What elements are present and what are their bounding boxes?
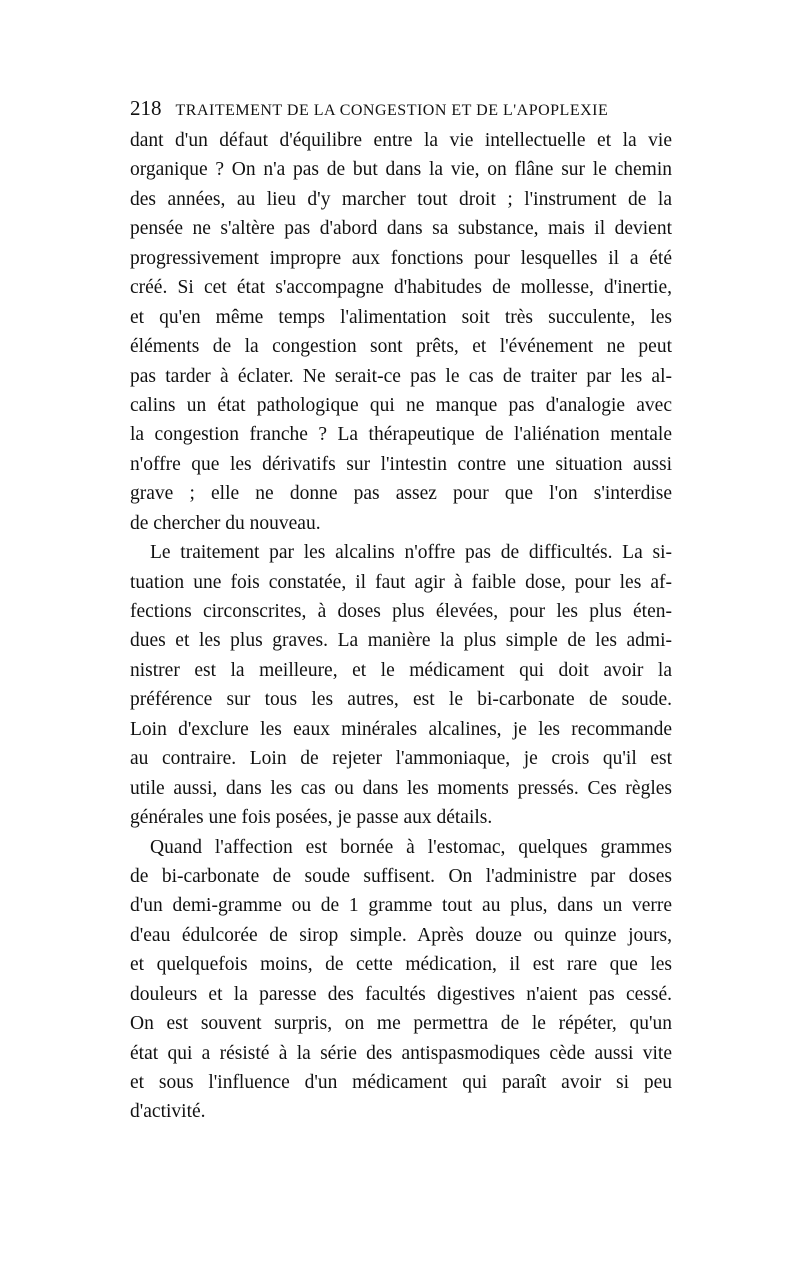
paragraph-start-line: Le traitement par les alcalins n'offre pas de difficultés. La si- (150, 542, 672, 564)
text-line: éléments de la congestion sont prêts, et l'événement ne peut (130, 336, 672, 358)
text-line: nistrer est la meilleure, et le médicament qui doit avoir la (130, 659, 672, 681)
text-line: Loin d'exclure les eaux minérales alcalines, je les recommande (130, 718, 672, 740)
text-line: pas tarder à éclater. Ne serait-ce pas le cas de traiter par les al- (130, 365, 672, 387)
text-line: et sous l'influence d'un médicament qui paraît avoir si peu (130, 1072, 672, 1093)
text-line: des années, au lieu d'y marcher tout droit ; l'instrument de la (130, 188, 672, 210)
text-line: tuation une fois constatée, il faut agir à faible dose, pour les af- (130, 571, 672, 593)
text-line: fections circonscrites, à doses plus élevées, pour les plus éten- (130, 601, 672, 622)
body-text (130, 126, 672, 1127)
text-line: utile aussi, dans les cas ou dans les moments pressés. Ces règles (130, 777, 672, 799)
running-header (130, 96, 672, 126)
text-line: douleurs et la paresse des facultés digestives n'aient pas cessé. (130, 983, 672, 1005)
paragraph-start-line: Quand l'affection est bornée à l'estomac, quelques grammes (150, 836, 672, 858)
text-line: calins un état pathologique qui ne manque pas d'analogie avec (130, 394, 672, 416)
paragraph-end-line: de chercher du nouveau. (130, 512, 321, 534)
paragraph-end-line: d'activité. (130, 1101, 206, 1123)
text-line: dant d'un défaut d'équilibre entre la vie intellectuelle et la vie (130, 130, 672, 151)
text-line: préférence sur tous les autres, est le bi-carbonate de soude. (130, 689, 672, 711)
text-line: la congestion franche ? La thérapeutique de l'aliénation mentale (130, 424, 672, 446)
text-line: pensée ne s'altère pas d'abord dans sa substance, mais il devient (130, 218, 672, 240)
text-line: d'eau édulcorée de sirop simple. Après douze ou quinze jours, (130, 924, 672, 946)
text-line: progressivement impropre aux fonctions pour lesquelles il a été (130, 247, 672, 269)
running-title: TRAITEMENT DE LA CONGESTION ET DE L'APOPLEXIE (175, 102, 609, 119)
text-line: dues et les plus graves. La manière la plus simple de les admi- (130, 630, 672, 652)
text-line: grave ; elle ne donne pas assez pour que l'on s'interdise (130, 483, 672, 505)
paragraph-end-line: générales une fois posées, je passe aux détails. (130, 807, 493, 829)
text-line: n'offre que les dérivatifs sur l'intestin contre une situation aussi (130, 453, 672, 475)
text-line: On est souvent surpris, on me permettra de le répéter, qu'un (130, 1013, 672, 1035)
text-line: et qu'en même temps l'alimentation soit très succulente, les (130, 306, 672, 328)
text-line: créé. Si cet état s'accompagne d'habitudes de mollesse, d'inertie, (130, 277, 672, 299)
text-line: de bi-carbonate de soude suffisent. On l'administre par doses (130, 865, 672, 887)
text-line: au contraire. Loin de rejeter l'ammoniaque, je crois qu'il est (130, 748, 672, 770)
page-number: 218 (130, 96, 162, 120)
text-line: et quelquefois moins, de cette médication, il est rare que les (130, 954, 672, 976)
text-line: d'un demi-gramme ou de 1 gramme tout au plus, dans un verre (130, 895, 672, 917)
book-page (130, 96, 672, 1127)
text-line: état qui a résisté à la série des antispasmodiques cède aussi vite (130, 1042, 672, 1064)
text-line: organique ? On n'a pas de but dans la vie, on flâne sur le chemin (130, 159, 672, 181)
